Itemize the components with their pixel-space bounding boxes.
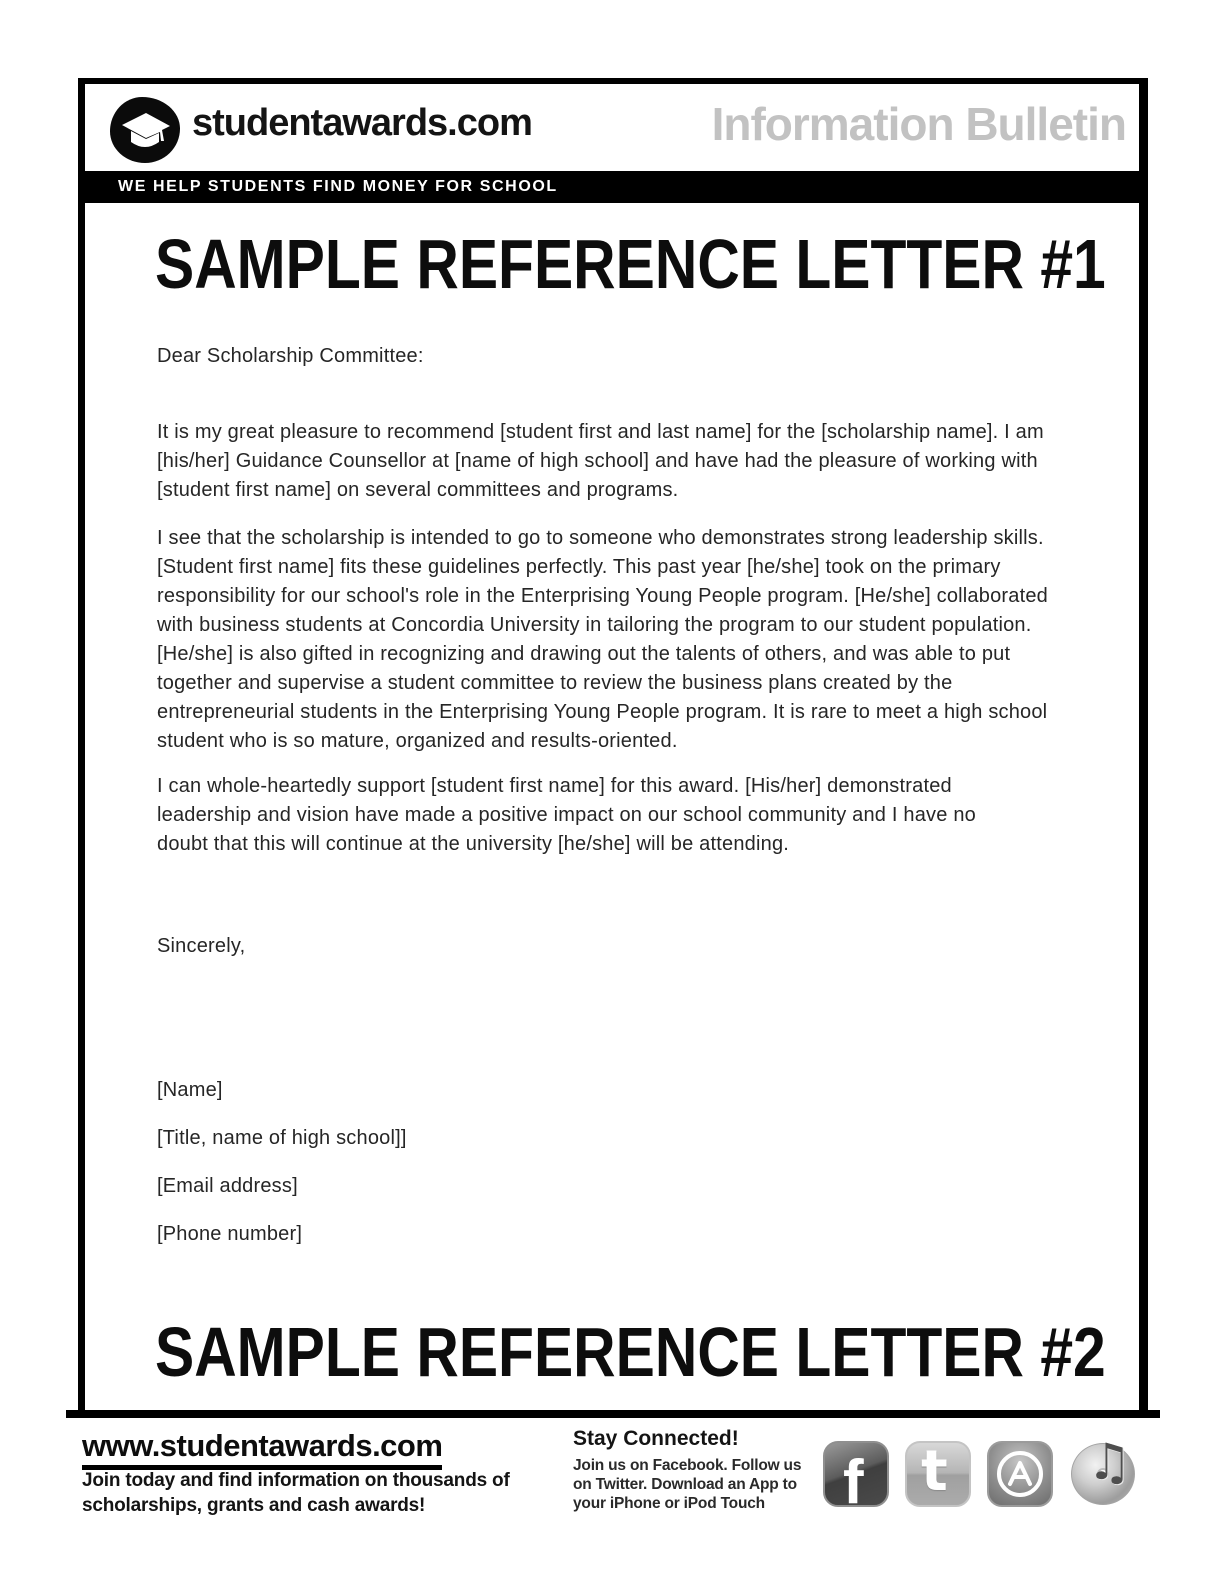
signature-title-placeholder: [Title, name of high school]] [157,1127,407,1149]
studentawards-logo [110,97,180,163]
facebook-icon[interactable]: f [823,1441,889,1507]
footer-join-text: Join today and find information on thousands of scholarships, grants and cash awards! [82,1470,510,1516]
bulletin-label: Information Bulletin [711,98,1126,150]
site-url-link[interactable]: www.studentawards.com [82,1428,442,1470]
signature-name-placeholder: [Name] [157,1079,223,1101]
letter2-title: SAMPLE REFERENCE LETTER #2 [155,1313,1106,1391]
header [85,84,1139,171]
itunes-icon[interactable] [1071,1433,1137,1507]
letter-paragraph-2: I see that the scholarship is intended to go to someone who demonstrates strong leadership skills. [Student first name] fits these guidelines perfectly. This past year [he/she] took on the primary responsibility for our school's role in the Enterprising Young People program. [He/she] collaborated with business students at Concordia University in tailoring the program to our student population. [He/she] is also gifted in recognizing and drawing out the talents of others, and was able to put together and supervise a student committee to review the business plans created by the entrepreneurial students in the Enterprising Young People program. It is rare to meet a high school student who is so mature, organized and results-oriented. [157,527,1048,752]
music-note-icon: ♫ [1087,1433,1132,1491]
closing: Sincerely, [157,935,246,957]
brand-wordmark: studentawards.com [192,102,532,144]
letter-paragraph-3: I can whole-heartedly support [student first name] for this award. [His/her] demonstrated leadership and vision have made a positive impact on our school community and I have no doubt that this will continue at the university [he/she] will be attending. [157,775,976,855]
frame-bottom-border [66,1410,1160,1418]
signature-phone-placeholder: [Phone number] [157,1223,303,1245]
bulletin-frame [78,78,1148,1412]
salutation: Dear Scholarship Committee: [157,345,424,367]
stay-connected-text: Join us on Facebook. Follow us on Twitter. Download an App to your iPhone or iPod Touch [573,1457,802,1512]
signature-email-placeholder: [Email address] [157,1175,298,1197]
tagline-bar [85,171,1139,203]
stay-connected-title: Stay Connected! [573,1427,739,1450]
letter1-title: SAMPLE REFERENCE LETTER #1 [155,225,1106,303]
social-icons-row [823,1433,1143,1511]
twitter-icon[interactable]: t [905,1441,971,1507]
app-store-icon[interactable] [987,1441,1053,1507]
letter-paragraph-1: It is my great pleasure to recommend [student first and last name] for the [scholarship name]. I am [his/her] Guidance Counsellor at [name of high school] and have had the pleasure of working with [student first name] on several committees and programs. [157,421,1044,501]
tagline-text: WE HELP STUDENTS FIND MONEY FOR SCHOOL [118,178,558,195]
